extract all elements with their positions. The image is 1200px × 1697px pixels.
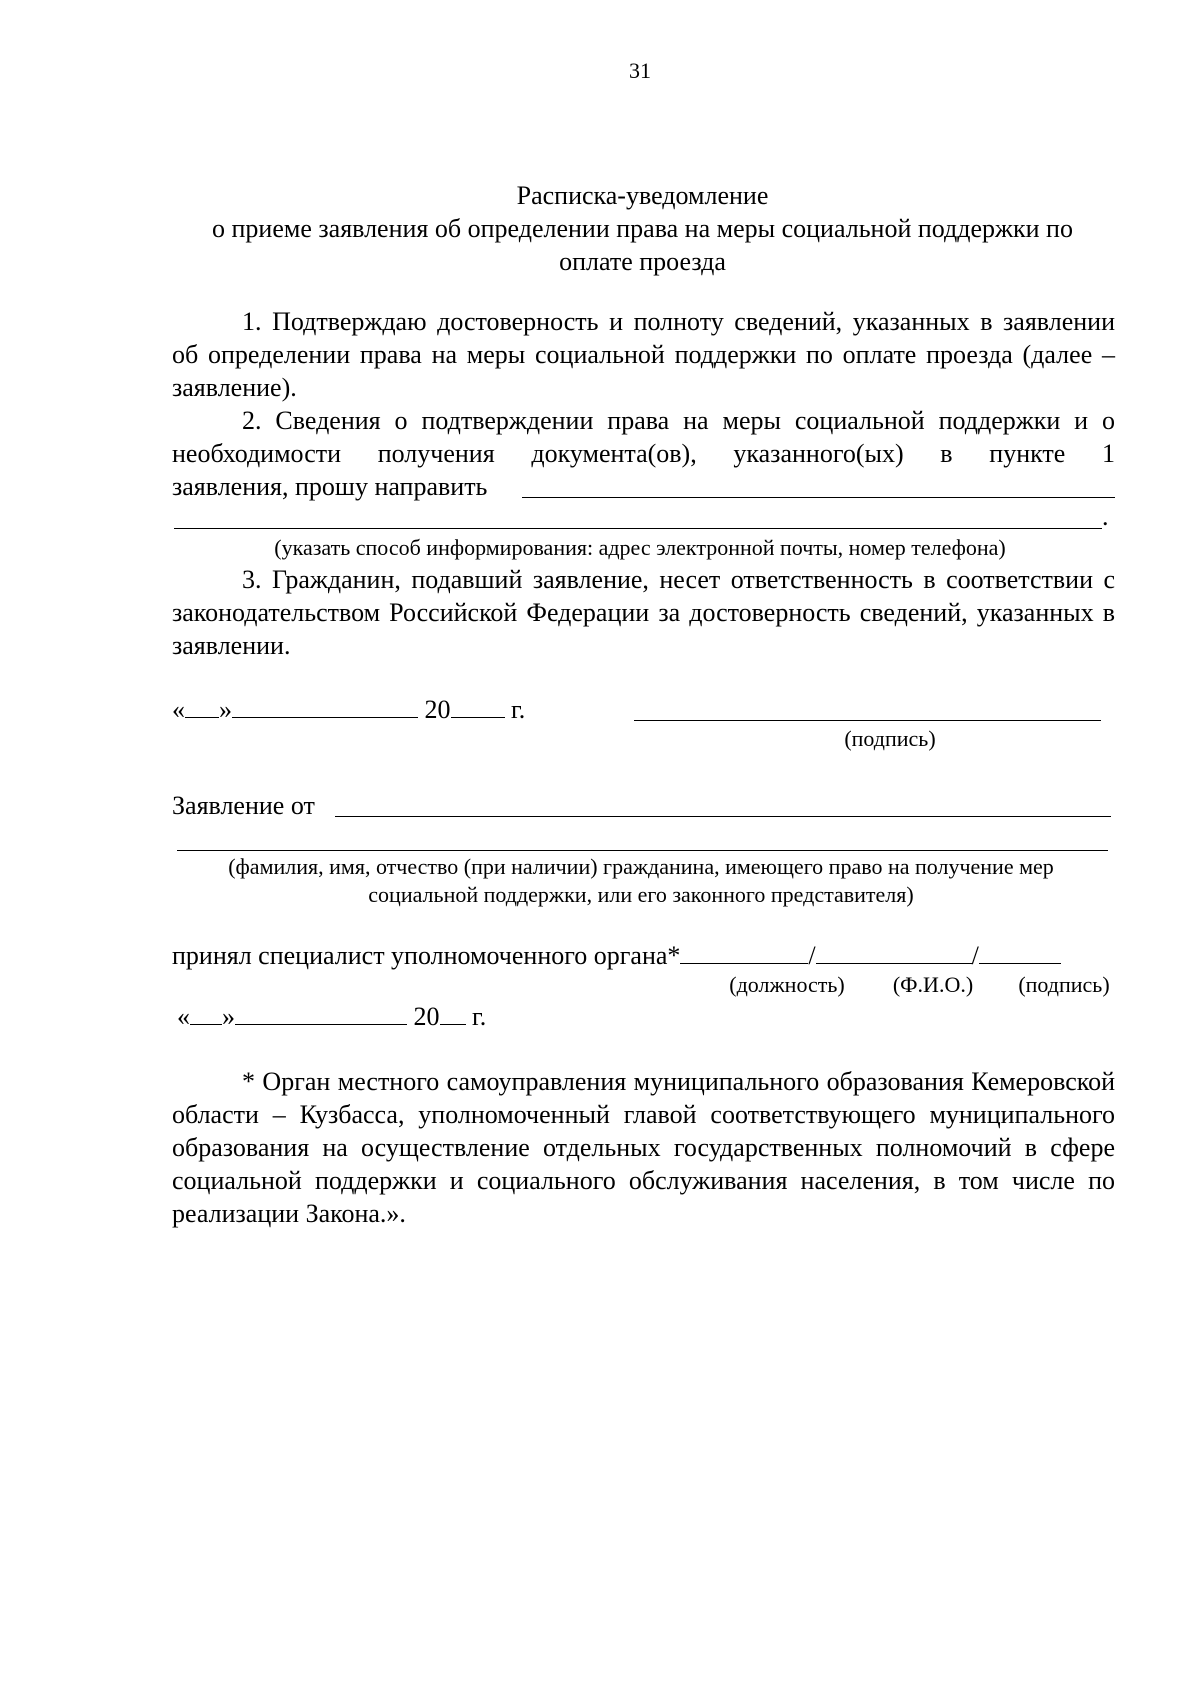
specialist-signature-caption: (подпись) — [1018, 972, 1110, 997]
paragraph-3: 3. Гражданин, подавший заявление, несет ответственность в соответствии с законодательством Российской Федерации за достоверность сведений, указанных в заявлении. — [172, 565, 1115, 660]
month-field — [232, 695, 418, 718]
full-name-caption: (Ф.И.О.) — [892, 972, 974, 997]
date2-open-quote: « — [177, 1002, 190, 1031]
title-line-2: о приеме заявления об определении права на меры социальной поддержки по — [212, 214, 1073, 243]
specialist-label: принял специалист уполномоченного органа* — [172, 941, 681, 970]
delivery-method-caption: (указать способ информирования: адрес электронной почты, номер телефона) — [274, 535, 1006, 560]
year2-field — [440, 1002, 466, 1025]
delivery-method-field-line-2 — [174, 528, 1102, 529]
position-field — [680, 941, 808, 964]
footnote: * Орган местного самоуправления муниципального образования Кемеровской области – Кузбасса, уполномоченный главой соответствующего муниципального образования на осуществление отдельных государственных полномочий в сфере социальной поддержки и социального обслуживания населения, в том числе по реализации Закона.». — [172, 1067, 1115, 1228]
application-from-label: Заявление от — [172, 791, 315, 820]
slash-1: / — [808, 941, 816, 970]
date-open-quote: « — [172, 695, 185, 724]
date-row-2 — [177, 1000, 486, 1033]
day2-field — [190, 1002, 222, 1025]
paragraph-2-last-line: заявления, прошу направить — [172, 472, 488, 501]
applicant-caption-line-1: (фамилия, имя, отчество (при наличии) гражданина, имеющего право на получение мер — [228, 854, 1054, 879]
year2-prefix: 20 — [413, 1002, 440, 1031]
applicant-field-line-2 — [177, 850, 1108, 851]
signature-caption-1: (подпись) — [844, 726, 936, 751]
month2-field — [235, 1002, 407, 1025]
specialist-signature-field — [979, 941, 1061, 964]
paragraph-2-period: . — [1102, 502, 1109, 531]
title-line-1: Расписка-уведомление — [516, 181, 769, 210]
title-line-3: оплате проезда — [559, 247, 726, 276]
slash-2: / — [971, 941, 979, 970]
specialist-row — [172, 939, 1061, 972]
signature-field-1 — [634, 720, 1101, 721]
applicant-caption-line-2: социальной поддержки, или его законного представителя) — [368, 882, 914, 907]
year-suffix: г. — [511, 695, 526, 724]
document-title — [170, 179, 1115, 278]
date-close-quote: » — [219, 695, 232, 724]
paragraph-1: 1. Подтверждаю достоверность и полноту сведений, указанных в заявлении об определении права на меры социальной поддержки по оплате проезда (далее – заявление). — [172, 307, 1115, 402]
date2-close-quote: » — [222, 1002, 235, 1031]
year-prefix: 20 — [424, 695, 451, 724]
applicant-field-line-1 — [335, 816, 1111, 817]
position-caption: (должность) — [729, 972, 845, 997]
full-name-field — [816, 941, 972, 964]
delivery-method-field-line-1 — [522, 497, 1115, 498]
day-field — [185, 695, 219, 718]
date-signature-row-1 — [172, 693, 525, 726]
year-field — [451, 695, 505, 718]
page-number: 31 — [629, 58, 651, 83]
paragraph-2: 2. Сведения о подтверждении права на меры социальной поддержки и о необходимости получения документа(ов), указанного(ых) в пункте 1 — [172, 406, 1115, 468]
year2-suffix: г. — [472, 1002, 487, 1031]
